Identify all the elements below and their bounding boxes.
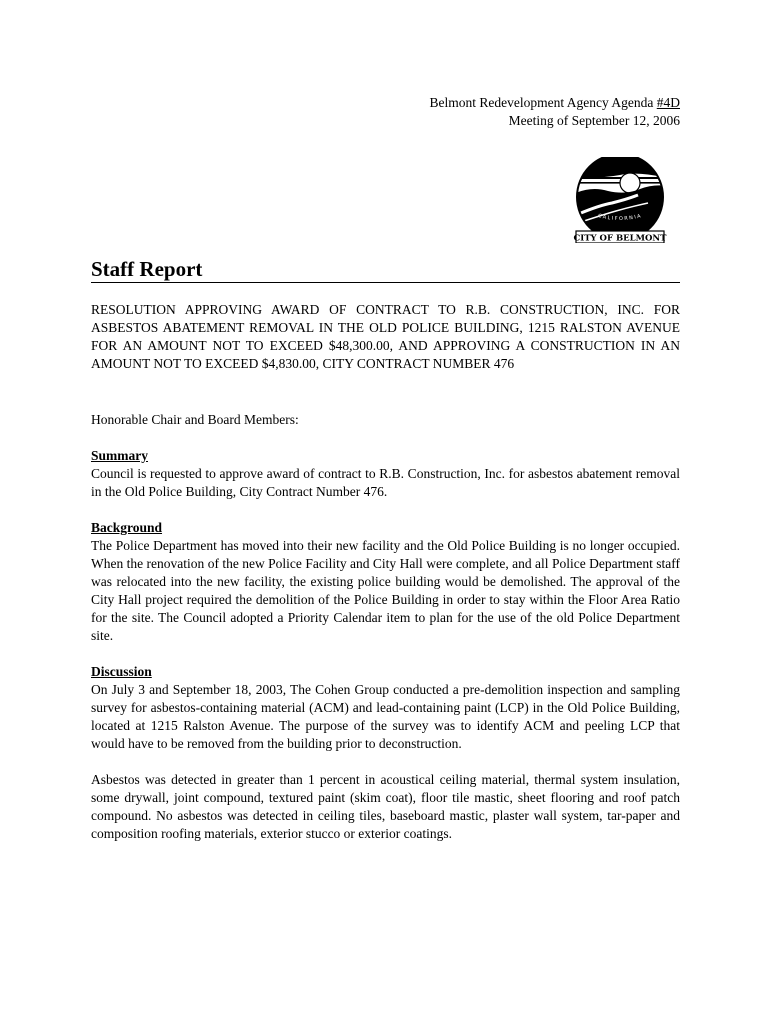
summary-text: Council is requested to approve award of contract to R.B. Construction, Inc. for asbestos abatement removal in the Old Police Building, City Contract Number 476.	[91, 466, 680, 499]
agenda-number: #4D	[656, 95, 680, 110]
asbestos-paragraph: Asbestos was detected in greater than 1 percent in acoustical ceiling material, thermal system insulation, some drywall, joint compound, textured paint (skim coat), floor tile mastic, sheet flooring and roof patch compound. No asbestos was detected in ceiling tiles, baseboard mastic, plaster wall system, tar-paper and composition roofing materials, exterior stucco or exterior coatings.	[91, 772, 680, 841]
logo-arc-text: CALIFORNIA	[597, 212, 643, 223]
page-title: Staff Report	[91, 257, 203, 281]
logo-city-name: CITY OF BELMONT	[573, 233, 667, 243]
background-section	[91, 519, 680, 645]
discussion-heading: Discussion	[91, 664, 152, 679]
salutation: Honorable Chair and Board Members:	[91, 412, 299, 427]
background-heading: Background	[91, 520, 163, 535]
summary-section	[91, 447, 680, 501]
city-of-belmont-logo	[568, 157, 672, 243]
meeting-date: Meeting of September 12, 2006	[508, 113, 680, 128]
agenda-prefix: Belmont Redevelopment Agency Agenda	[429, 95, 657, 110]
summary-heading: Summary	[91, 448, 148, 463]
background-text: The Police Department has moved into their new facility and the Old Police Building is no longer occupied. When the renovation of the new Police Facility and City Hall were complete, and all Police Department staff was relocated into the new facility, the existing police building would be demolished. The approval of the City Hall project required the demolition of the Police Building in order to stay within the Floor Area Ratio for the site. The Council adopted a Priority Calendar item to plan for the use of the old Police Department site.	[91, 538, 680, 643]
title-rule	[91, 256, 680, 283]
discussion-section	[91, 663, 680, 753]
agenda-line	[430, 94, 680, 112]
agenda-header	[430, 94, 680, 130]
discussion-text: On July 3 and September 18, 2003, The Cohen Group conducted a pre-demolition inspection and sampling survey for asbestos-containing material (ACM) and lead-containing paint (LCP) in the Old Police Building, located at 1215 Ralston Avenue. The purpose of the survey was to identify ACM and peeling LCP that would have to be removed from the building prior to deconstruction.	[91, 682, 680, 751]
resolution-text: RESOLUTION APPROVING AWARD OF CONTRACT TO R.B. CONSTRUCTION, INC. FOR ASBESTOS ABATEMENT REMOVAL IN THE OLD POLICE BUILDING, 1215 RALSTON AVENUE FOR AN AMOUNT NOT TO EXCEED $48,300.00, AND APPROVING A CONSTRUCTION IN AN AMOUNT NOT TO EXCEED $4,830.00, CITY CONTRACT NUMBER 476	[91, 302, 680, 371]
